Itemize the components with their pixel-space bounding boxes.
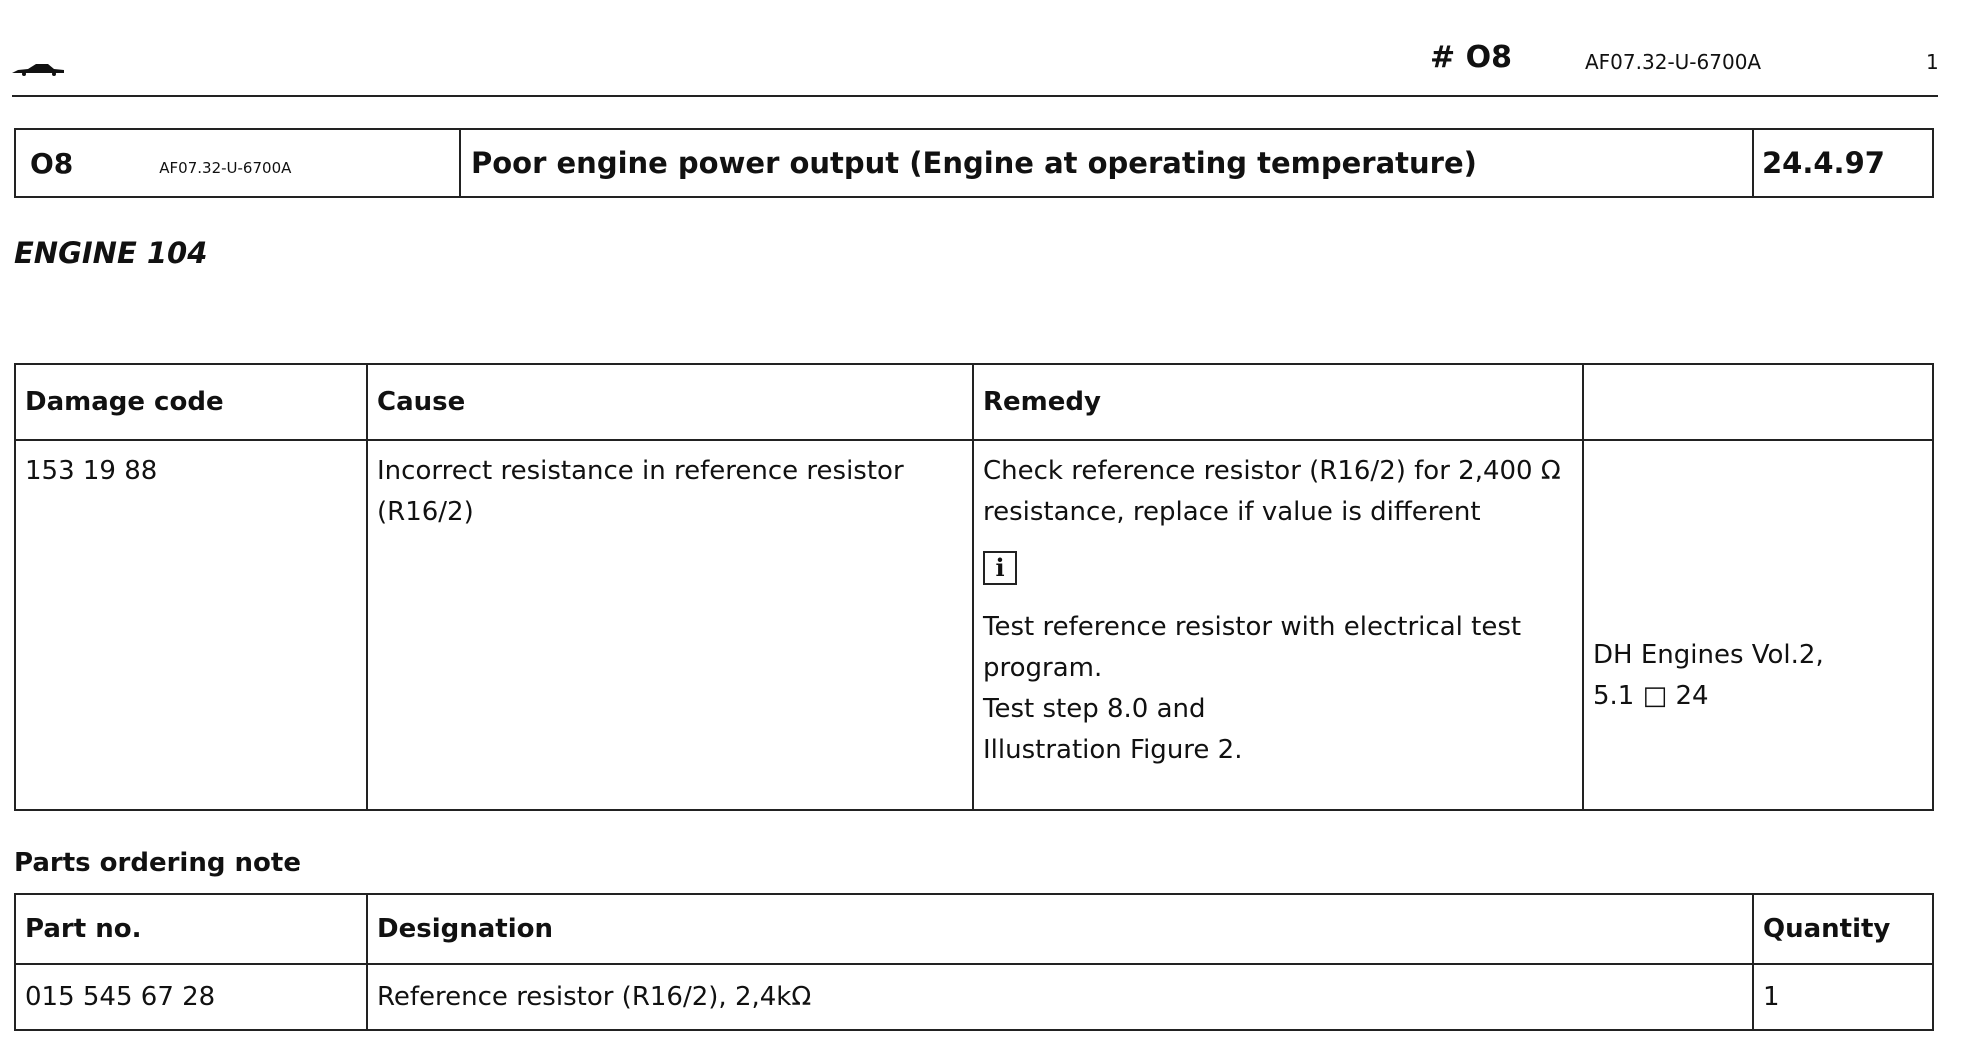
remedy-check-text: Check reference resistor (R16/2) for 2,400 Ω resistance, replace if value is different bbox=[983, 456, 1561, 527]
title-table bbox=[14, 128, 1934, 198]
title-reference: AF07.32-U-6700A bbox=[159, 158, 292, 177]
remedy-illustration-text: Illustration Figure 2. bbox=[983, 735, 1243, 765]
header-reference bbox=[1583, 364, 1933, 440]
quantity-cell: 1 bbox=[1753, 964, 1933, 1030]
reference-line-1: DH Engines Vol.2, bbox=[1593, 640, 1824, 670]
header-cause: Cause bbox=[367, 364, 973, 440]
header-rule bbox=[12, 95, 1938, 97]
part-no-cell: 015 545 67 28 bbox=[15, 964, 367, 1030]
page-number: 1 bbox=[1926, 50, 1939, 74]
info-icon: i bbox=[983, 551, 1017, 585]
document-date: 24.4.97 bbox=[1753, 129, 1933, 197]
damage-table bbox=[14, 363, 1934, 811]
car-icon bbox=[10, 62, 66, 76]
title-code: O8 bbox=[30, 146, 74, 180]
engine-heading: ENGINE 104 bbox=[14, 236, 208, 270]
remedy-step-text: Test step 8.0 and bbox=[983, 694, 1206, 724]
header-code: # O8 bbox=[1430, 40, 1512, 75]
header-reference: AF07.32-U-6700A bbox=[1585, 50, 1762, 74]
cause-cell: Incorrect resistance in reference resistor (R16/2) bbox=[367, 440, 973, 810]
reference-line-2: 5.1 □ 24 bbox=[1593, 681, 1709, 711]
damage-code-cell: 153 19 88 bbox=[15, 440, 367, 810]
remedy-test-text: Test reference resistor with electrical test program. bbox=[983, 612, 1522, 683]
header-damage-code: Damage code bbox=[15, 364, 367, 440]
title-code-cell bbox=[15, 129, 460, 197]
table-row bbox=[15, 964, 1933, 1030]
title-row bbox=[15, 129, 1933, 197]
remedy-cell bbox=[973, 440, 1583, 810]
table-row bbox=[15, 440, 1933, 810]
parts-table bbox=[14, 893, 1934, 1031]
damage-table-header bbox=[15, 364, 1933, 440]
header-quantity: Quantity bbox=[1753, 894, 1933, 964]
reference-cell bbox=[1583, 440, 1933, 810]
designation-cell: Reference resistor (R16/2), 2,4kΩ bbox=[367, 964, 1753, 1030]
header-remedy: Remedy bbox=[973, 364, 1583, 440]
parts-heading: Parts ordering note bbox=[14, 848, 301, 878]
header-part-no: Part no. bbox=[15, 894, 367, 964]
parts-table-header bbox=[15, 894, 1933, 964]
page-header bbox=[0, 0, 1970, 100]
header-designation: Designation bbox=[367, 894, 1753, 964]
document-title: Poor engine power output (Engine at operating temperature) bbox=[460, 129, 1753, 197]
